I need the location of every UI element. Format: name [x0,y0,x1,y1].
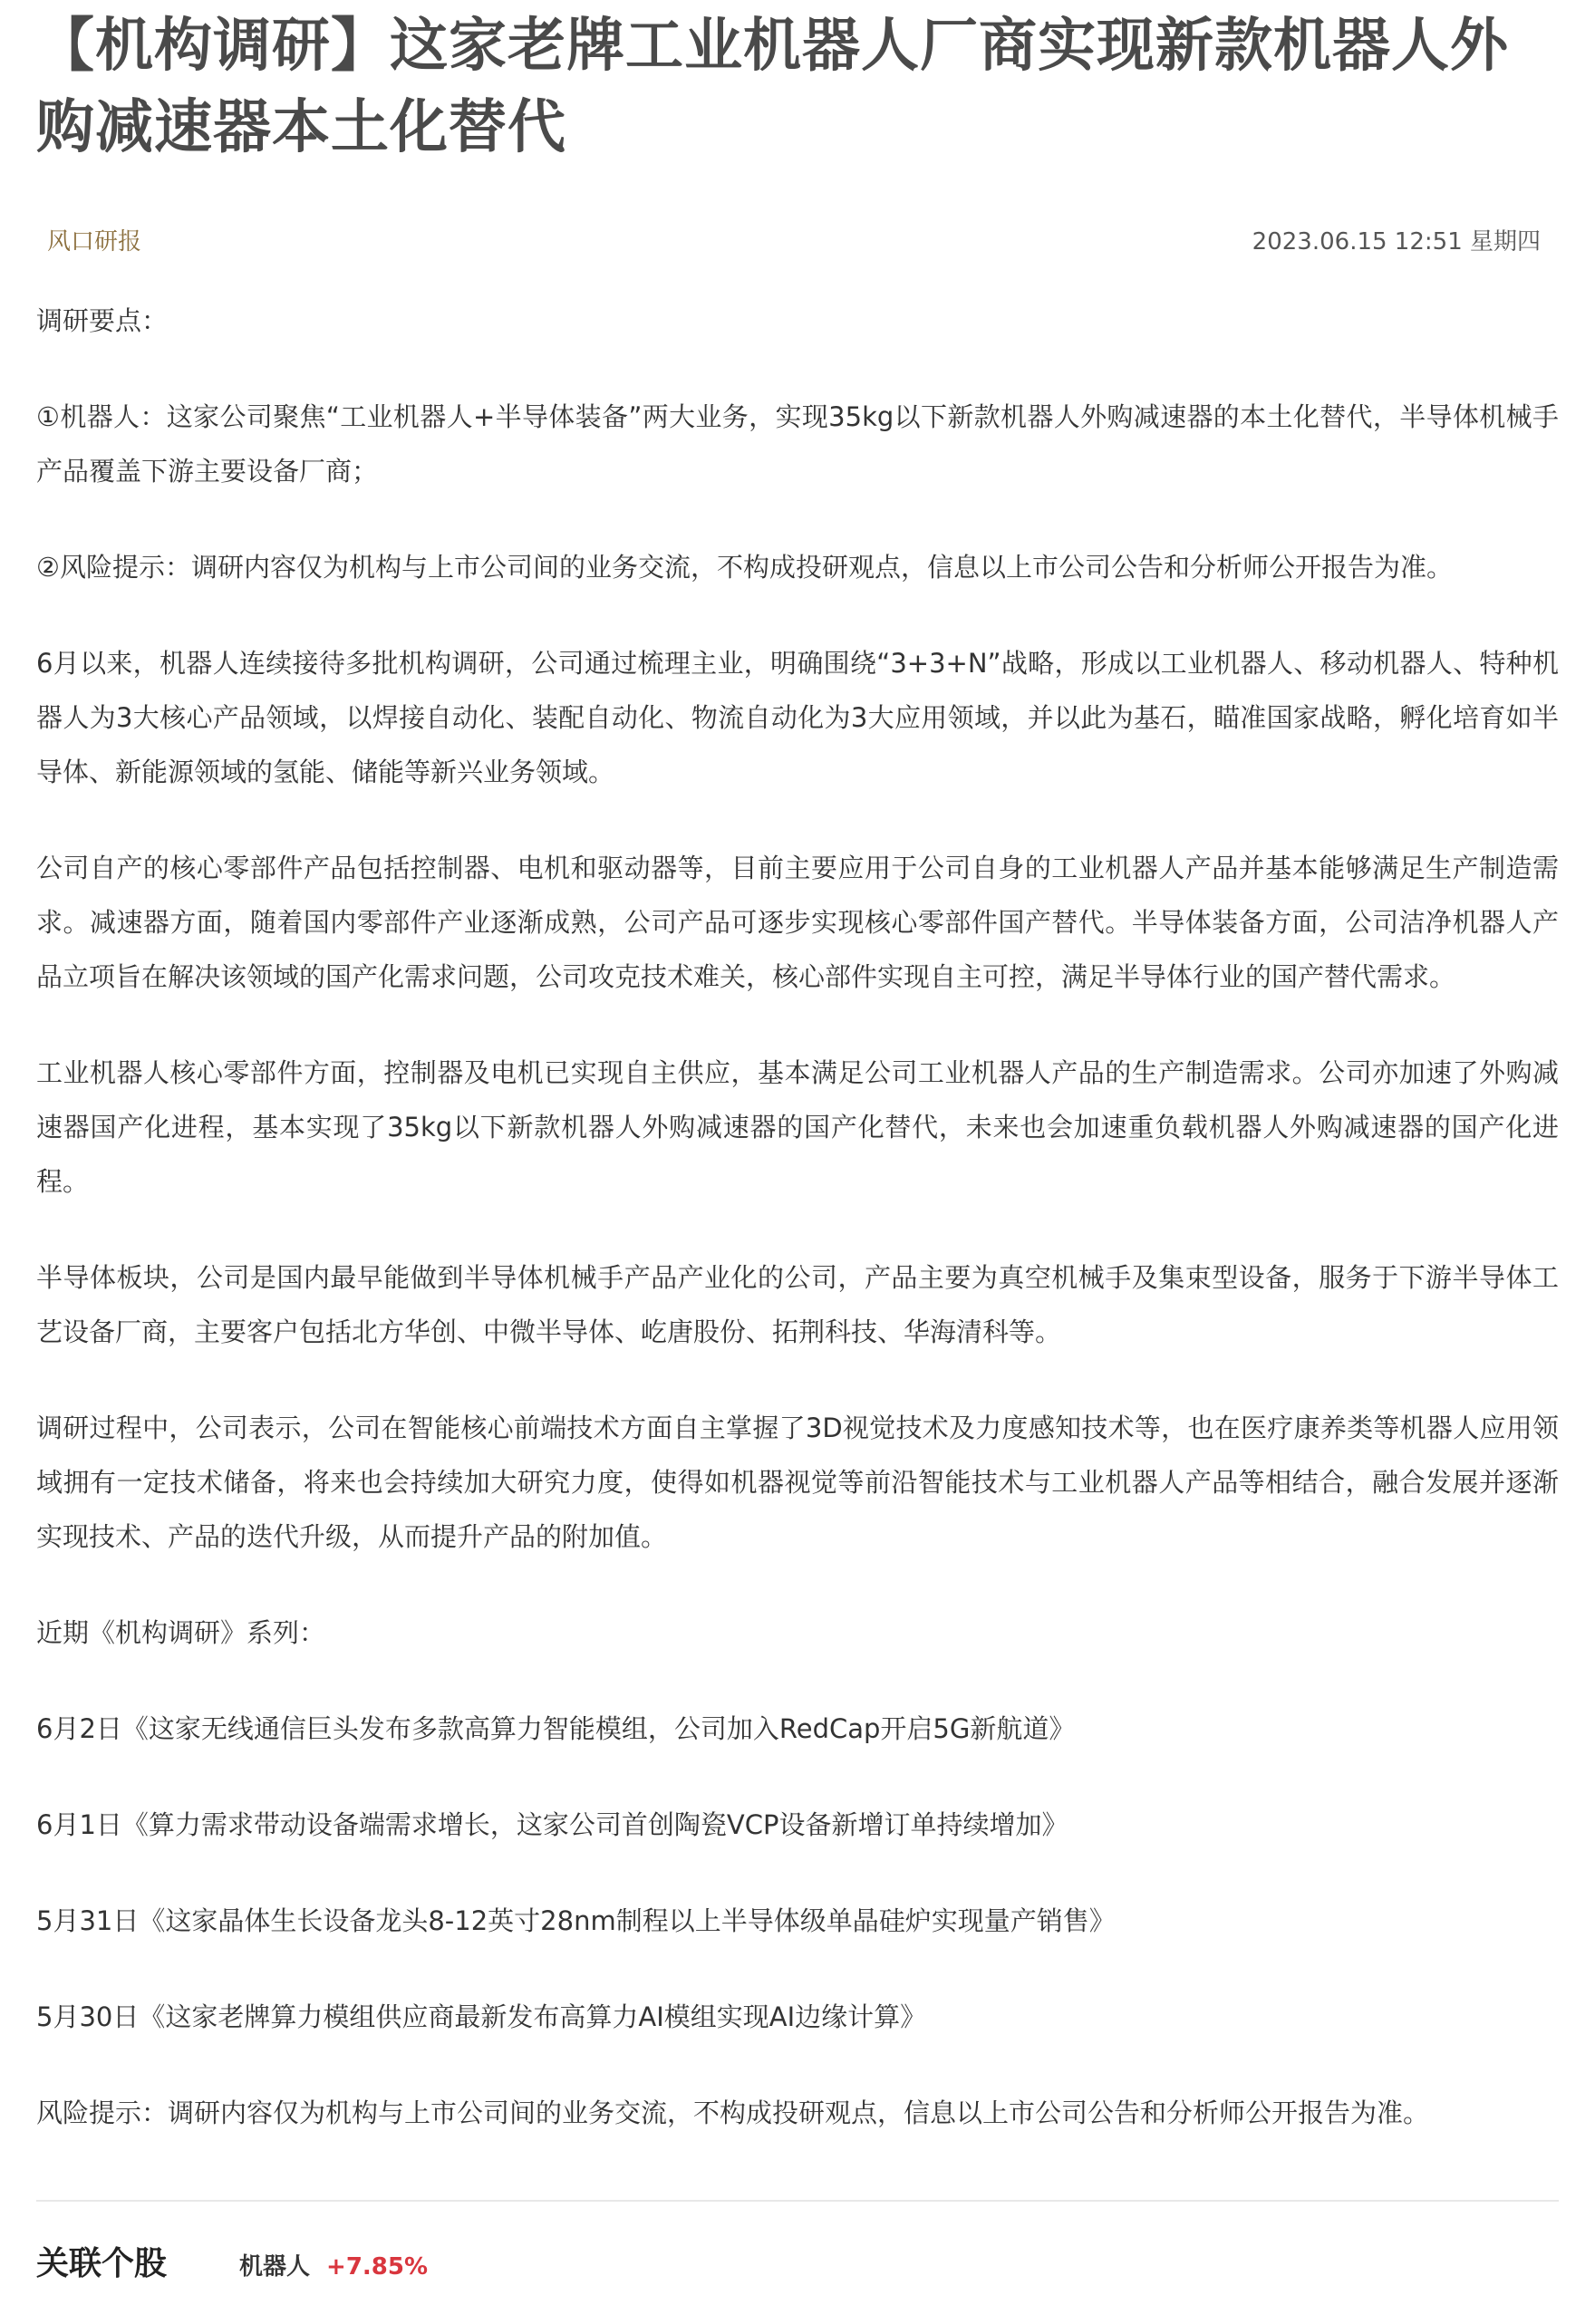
series-heading: 近期《机构调研》系列： [36,1617,326,1648]
related-stocks-title: 关联个股 [36,2245,168,2282]
section-divider [36,2200,1559,2202]
source-link[interactable]: 风口研报 [47,227,142,256]
paragraph: 调研过程中，公司表示，公司在智能核心前端技术方面自主掌握了3D视觉技术及力度感知技术等，也在医疗康养类等机器人应用领域拥有一定技术储备，将来也会持续加大研究力度，使得如机器视觉等前沿智能技术与工业机器人产品等相结合，融合发展并逐渐实现技术、产品的迭代升级，从而提升产品的附加值。 [36,1413,1559,1552]
stock-change: +7.85% [326,2253,429,2281]
series-link[interactable]: 5月30日《这家老牌算力模组供应商最新发布高算力AI模组实现AI边缘计算》 [36,2001,927,2032]
publish-datetime: 2023.06.15 12:51 星期四 [1252,227,1541,256]
stock-tag[interactable] [239,2248,428,2281]
series-link[interactable]: 6月2日《这家无线通信巨头发布多款高算力智能模组，公司加入RedCap开启5G新航道》 [36,1713,1076,1744]
paragraph: ②风险提示：调研内容仅为机构与上市公司间的业务交流，不构成投研观点，信息以上市公司公告和分析师公开报告为准。 [36,552,1454,583]
related-stocks [36,2238,428,2284]
risk-note: 风险提示：调研内容仅为机构与上市公司间的业务交流，不构成投研观点，信息以上市公司公告和分析师公开报告为准。 [36,2097,1430,2128]
paragraph: 工业机器人核心零部件方面，控制器及电机已实现自主供应，基本满足公司工业机器人产品的生产制造需求。公司亦加速了外购减速器国产化进程，基本实现了35kg以下新款机器人外购减速器的国产化替代，未来也会加速重负载机器人外购减速器的国产化进程。 [36,1057,1559,1197]
article-body [36,294,1559,2140]
article-meta [36,221,1559,257]
paragraph: 调研要点： [36,305,169,336]
series-link[interactable]: 5月31日《这家晶体生长设备龙头8-12英寸28nm制程以上半导体级单晶硅炉实现量产销售》 [36,1905,1116,1936]
stock-name: 机器人 [239,2253,311,2281]
paragraph: ①机器人：这家公司聚焦“工业机器人+半导体装备”两大业务，实现35kg以下新款机器人外购减速器的本土化替代，半导体机械手产品覆盖下游主要设备厂商； [36,401,1559,487]
paragraph: 公司自产的核心零部件产品包括控制器、电机和驱动器等，目前主要应用于公司自身的工业机器人产品并基本能够满足生产制造需求。减速器方面，随着国内零部件产业逐渐成熟，公司产品可逐步实现核心零部件国产替代。半导体装备方面，公司洁净机器人产品立项旨在解决该领域的国产化需求问题，公司攻克技术难关，核心部件实现自主可控，满足半导体行业的国产替代需求。 [36,853,1559,992]
series-link[interactable]: 6月1日《算力需求带动设备端需求增长，这家公司首创陶瓷VCP设备新增订单持续增加》 [36,1809,1068,1840]
article-title: 【机构调研】这家老牌工业机器人厂商实现新款机器人外购减速器本土化替代 [36,13,1509,161]
paragraph: 半导体板块，公司是国内最早能做到半导体机械手产品产业化的公司，产品主要为真空机械手及集束型设备，服务于下游半导体工艺设备厂商，主要客户包括北方华创、中微半导体、屹唐股份、拓荆科技、华海清科等。 [36,1262,1559,1347]
paragraph: 6月以来，机器人连续接待多批机构调研，公司通过梳理主业，明确围绕“3+3+N”战略，形成以工业机器人、移动机器人、特种机器人为3大核心产品领域，以焊接自动化、装配自动化、物流自动化为3大应用领域，并以此为基石，瞄准国家战略，孵化培育如半导体、新能源领域的氢能、储能等新兴业务领域。 [36,648,1559,787]
